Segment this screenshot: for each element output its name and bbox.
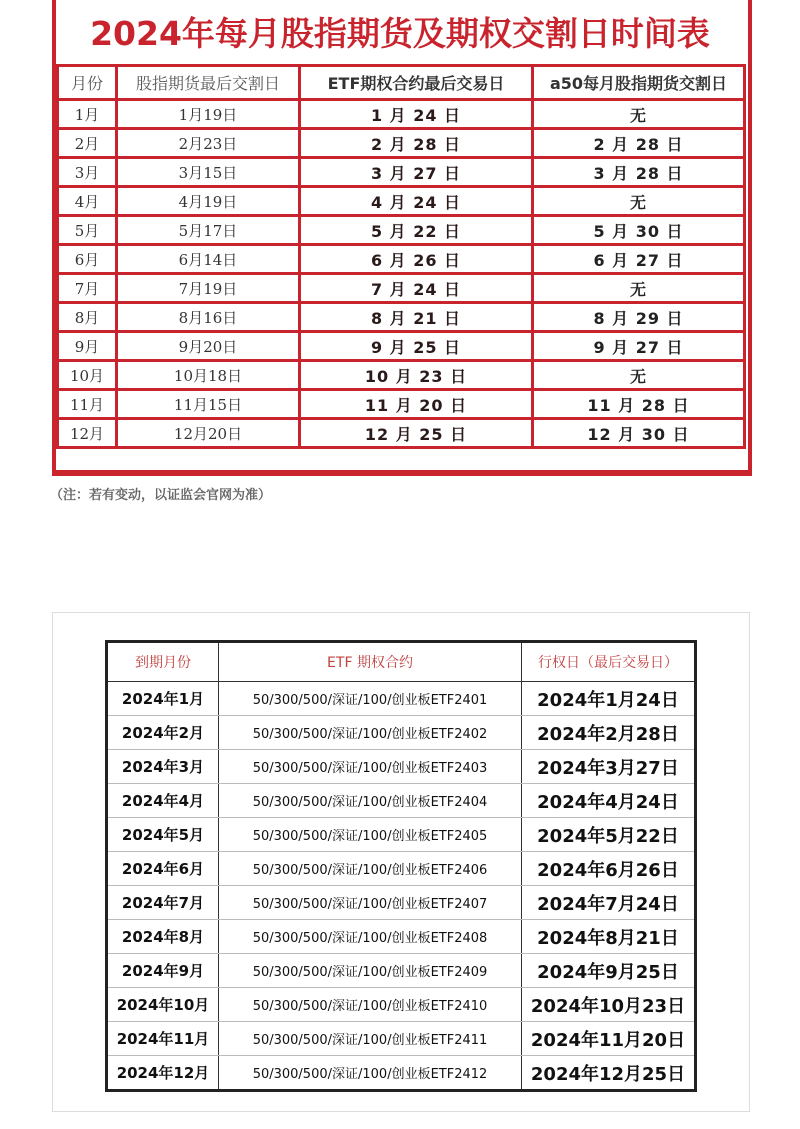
expiry-month-cell: 2024年12月: [107, 1056, 219, 1091]
table-row: [59, 362, 743, 388]
futures-delivery-cell: 10月18日: [118, 362, 298, 388]
month-cell: 9月: [59, 333, 115, 359]
table-row: [59, 159, 743, 185]
expiry-month-cell: 2024年3月: [107, 750, 219, 784]
exercise-date-cell: 2024年10月23日: [522, 988, 696, 1022]
table-row: [107, 784, 696, 818]
month-cell: 8月: [59, 304, 115, 330]
etf-contract-cell: 50/300/500/深证/100/创业板ETF2411: [219, 1022, 522, 1056]
expiry-month-cell: 2024年1月: [107, 682, 219, 716]
month-cell: 5月: [59, 217, 115, 243]
etf-contract-cell: 50/300/500/深证/100/创业板ETF2409: [219, 954, 522, 988]
table-row: [107, 682, 696, 716]
etf-last-trade-cell: 9 月 25 日: [301, 333, 531, 359]
a50-delivery-cell: 6 月 27 日: [534, 246, 743, 272]
futures-delivery-cell: 12月20日: [118, 420, 298, 446]
etf-last-trade-cell: 3 月 27 日: [301, 159, 531, 185]
exercise-date-cell: 2024年11月20日: [522, 1022, 696, 1056]
table-row: [107, 750, 696, 784]
a50-delivery-cell: 11 月 28 日: [534, 391, 743, 417]
etf-contract-cell: 50/300/500/深证/100/创业板ETF2407: [219, 886, 522, 920]
table-row: [59, 246, 743, 272]
etf-last-trade-cell: 1 月 24 日: [301, 101, 531, 127]
exercise-date-cell: 2024年12月25日: [522, 1056, 696, 1091]
table-row: [59, 130, 743, 156]
etf-exercise-table: [105, 640, 697, 1092]
futures-delivery-cell: 3月15日: [118, 159, 298, 185]
header-expiry-month: 到期月份: [107, 642, 219, 682]
exercise-date-cell: 2024年5月22日: [522, 818, 696, 852]
month-cell: 1月: [59, 101, 115, 127]
table-row: [107, 818, 696, 852]
table-row: [107, 716, 696, 750]
etf-contract-cell: 50/300/500/深证/100/创业板ETF2412: [219, 1056, 522, 1091]
etf-contract-cell: 50/300/500/深证/100/创业板ETF2408: [219, 920, 522, 954]
futures-delivery-cell: 8月16日: [118, 304, 298, 330]
header-month: 月份: [59, 67, 115, 98]
expiry-month-cell: 2024年10月: [107, 988, 219, 1022]
header-a50-delivery: a50每月股指期货交割日: [534, 67, 743, 98]
etf-last-trade-cell: 6 月 26 日: [301, 246, 531, 272]
a50-delivery-cell: 无: [534, 362, 743, 388]
futures-delivery-cell: 1月19日: [118, 101, 298, 127]
etf-contract-cell: 50/300/500/深证/100/创业板ETF2410: [219, 988, 522, 1022]
table-row: [59, 391, 743, 417]
exercise-date-cell: 2024年3月27日: [522, 750, 696, 784]
exercise-date-cell: 2024年6月26日: [522, 852, 696, 886]
table-row: [59, 304, 743, 330]
header-etf-contract: ETF 期权合约: [219, 642, 522, 682]
month-cell: 11月: [59, 391, 115, 417]
a50-delivery-cell: 5 月 30 日: [534, 217, 743, 243]
a50-delivery-cell: 8 月 29 日: [534, 304, 743, 330]
expiry-month-cell: 2024年7月: [107, 886, 219, 920]
page-title: 2024年每月股指期货及期权交割日时间表: [90, 14, 710, 53]
exercise-date-cell: 2024年9月25日: [522, 954, 696, 988]
etf-contract-cell: 50/300/500/深证/100/创业板ETF2401: [219, 682, 522, 716]
expiry-month-cell: 2024年5月: [107, 818, 219, 852]
table-header-row: [59, 67, 743, 98]
a50-delivery-cell: 无: [534, 275, 743, 301]
table-row: [59, 188, 743, 214]
header-futures-delivery: 股指期货最后交割日: [118, 67, 298, 98]
exercise-date-cell: 2024年8月21日: [522, 920, 696, 954]
a50-delivery-cell: 2 月 28 日: [534, 130, 743, 156]
etf-last-trade-cell: 5 月 22 日: [301, 217, 531, 243]
table-row: [59, 217, 743, 243]
futures-delivery-cell: 7月19日: [118, 275, 298, 301]
exercise-date-cell: 2024年1月24日: [522, 682, 696, 716]
month-cell: 6月: [59, 246, 115, 272]
table-row: [107, 954, 696, 988]
table-header-row: [107, 642, 696, 682]
a50-delivery-cell: 3 月 28 日: [534, 159, 743, 185]
etf-last-trade-cell: 8 月 21 日: [301, 304, 531, 330]
table-row: [59, 101, 743, 127]
month-cell: 2月: [59, 130, 115, 156]
etf-last-trade-cell: 2 月 28 日: [301, 130, 531, 156]
etf-last-trade-cell: 12 月 25 日: [301, 420, 531, 446]
table-row: [59, 420, 743, 446]
header-exercise-date: 行权日（最后交易日）: [522, 642, 696, 682]
etf-contract-cell: 50/300/500/深证/100/创业板ETF2405: [219, 818, 522, 852]
etf-last-trade-cell: 7 月 24 日: [301, 275, 531, 301]
month-cell: 4月: [59, 188, 115, 214]
etf-last-trade-cell: 10 月 23 日: [301, 362, 531, 388]
futures-delivery-cell: 6月14日: [118, 246, 298, 272]
futures-delivery-cell: 5月17日: [118, 217, 298, 243]
expiry-month-cell: 2024年9月: [107, 954, 219, 988]
futures-options-schedule: [50, 0, 750, 505]
header-etf-last-trade: ETF期权合约最后交易日: [301, 67, 531, 98]
etf-last-trade-cell: 4 月 24 日: [301, 188, 531, 214]
futures-delivery-cell: 4月19日: [118, 188, 298, 214]
month-cell: 10月: [59, 362, 115, 388]
month-cell: 7月: [59, 275, 115, 301]
table-row: [107, 886, 696, 920]
a50-delivery-cell: 12 月 30 日: [534, 420, 743, 446]
etf-contract-cell: 50/300/500/深证/100/创业板ETF2404: [219, 784, 522, 818]
table-row: [107, 920, 696, 954]
table-row: [59, 333, 743, 359]
table-row: [107, 1056, 696, 1091]
futures-delivery-cell: 2月23日: [118, 130, 298, 156]
a50-delivery-cell: 无: [534, 101, 743, 127]
etf-option-schedule: [52, 612, 750, 1112]
month-cell: 3月: [59, 159, 115, 185]
expiry-month-cell: 2024年8月: [107, 920, 219, 954]
table-row: [107, 1022, 696, 1056]
etf-contract-cell: 50/300/500/深证/100/创业板ETF2403: [219, 750, 522, 784]
expiry-month-cell: 2024年4月: [107, 784, 219, 818]
etf-contract-cell: 50/300/500/深证/100/创业板ETF2402: [219, 716, 522, 750]
exercise-date-cell: 2024年4月24日: [522, 784, 696, 818]
month-cell: 12月: [59, 420, 115, 446]
futures-delivery-cell: 9月20日: [118, 333, 298, 359]
delivery-date-table: [56, 64, 746, 449]
expiry-month-cell: 2024年11月: [107, 1022, 219, 1056]
table-row: [107, 852, 696, 886]
a50-delivery-cell: 9 月 27 日: [534, 333, 743, 359]
etf-contract-cell: 50/300/500/深证/100/创业板ETF2406: [219, 852, 522, 886]
futures-delivery-cell: 11月15日: [118, 391, 298, 417]
table-row: [107, 988, 696, 1022]
expiry-month-cell: 2024年6月: [107, 852, 219, 886]
expiry-month-cell: 2024年2月: [107, 716, 219, 750]
exercise-date-cell: 2024年2月28日: [522, 716, 696, 750]
etf-last-trade-cell: 11 月 20 日: [301, 391, 531, 417]
footnote: （注：若有变动，以证监会官网为准）: [50, 488, 272, 503]
a50-delivery-cell: 无: [534, 188, 743, 214]
table-row: [59, 275, 743, 301]
exercise-date-cell: 2024年7月24日: [522, 886, 696, 920]
